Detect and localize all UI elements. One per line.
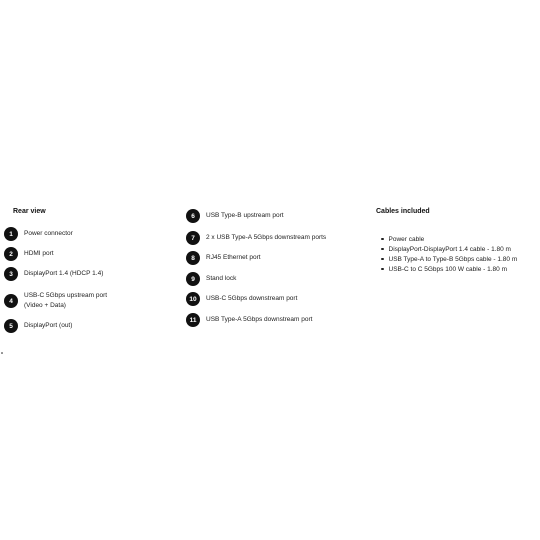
port-number-badge: 7 <box>186 231 200 245</box>
port-label: DisplayPort 1.4 (HDCP 1.4) <box>24 270 104 277</box>
port-label <box>24 291 107 311</box>
cable-list-item <box>381 264 517 274</box>
cable-label: USB Type-A to Type-B 5Gbps cable - 1.80 m <box>388 255 518 263</box>
port-item-3 <box>4 267 103 281</box>
port-number-badge: 6 <box>186 209 200 223</box>
rear-view-heading: Rear view <box>13 208 46 215</box>
bullet-icon <box>381 268 384 271</box>
port-number-badge: 3 <box>4 267 18 281</box>
bullet-icon <box>381 248 384 251</box>
port-number-badge: 10 <box>186 292 200 306</box>
port-item-5 <box>4 319 72 333</box>
cables-list <box>381 234 517 274</box>
port-label: Power connector <box>24 230 73 237</box>
port-number-badge: 5 <box>4 319 18 333</box>
port-label: USB Type-A 5Gbps downstream port <box>206 316 313 323</box>
port-item-7 <box>186 231 326 245</box>
port-label: RJ45 Ethernet port <box>206 254 261 261</box>
port-item-2 <box>4 247 54 261</box>
port-number-badge: 9 <box>186 272 200 286</box>
port-label: 2 x USB Type-A 5Gbps downstream ports <box>206 234 327 241</box>
cable-label: Power cable <box>388 235 425 243</box>
port-number-badge: 1 <box>4 227 18 241</box>
port-item-8 <box>186 251 261 265</box>
port-number-badge: 4 <box>4 294 18 308</box>
cable-label: USB-C to C 5Gbps 100 W cable - 1.80 m <box>388 265 507 273</box>
port-item-9 <box>186 272 236 286</box>
cable-list-item <box>381 254 517 264</box>
port-item-10 <box>186 292 297 306</box>
port-number-badge: 8 <box>186 251 200 265</box>
port-label: USB Type-B upstream port <box>206 212 284 219</box>
bullet-icon <box>381 238 384 241</box>
port-item-6 <box>186 209 284 223</box>
cable-list-item <box>381 234 517 244</box>
port-label: HDMI port <box>24 250 54 257</box>
port-label: USB-C 5Gbps downstream port <box>206 295 298 302</box>
port-item-4 <box>4 291 107 311</box>
cables-included-heading: Cables included <box>376 208 430 215</box>
port-label: Stand lock <box>206 275 237 282</box>
port-item-1 <box>4 227 73 241</box>
cable-list-item <box>381 244 517 254</box>
port-label-line-2: (Video + Data) <box>24 302 66 309</box>
bullet-icon <box>381 258 384 261</box>
port-label-line-1: USB-C 5Gbps upstream port <box>24 292 108 299</box>
port-label: DisplayPort (out) <box>24 322 73 329</box>
cable-label: DisplayPort-DisplayPort 1.4 cable - 1.80 m <box>388 245 511 253</box>
port-number-badge: 2 <box>4 247 18 261</box>
port-item-11 <box>186 313 312 327</box>
port-number-badge: 11 <box>186 313 200 327</box>
edge-mark <box>1 352 3 354</box>
